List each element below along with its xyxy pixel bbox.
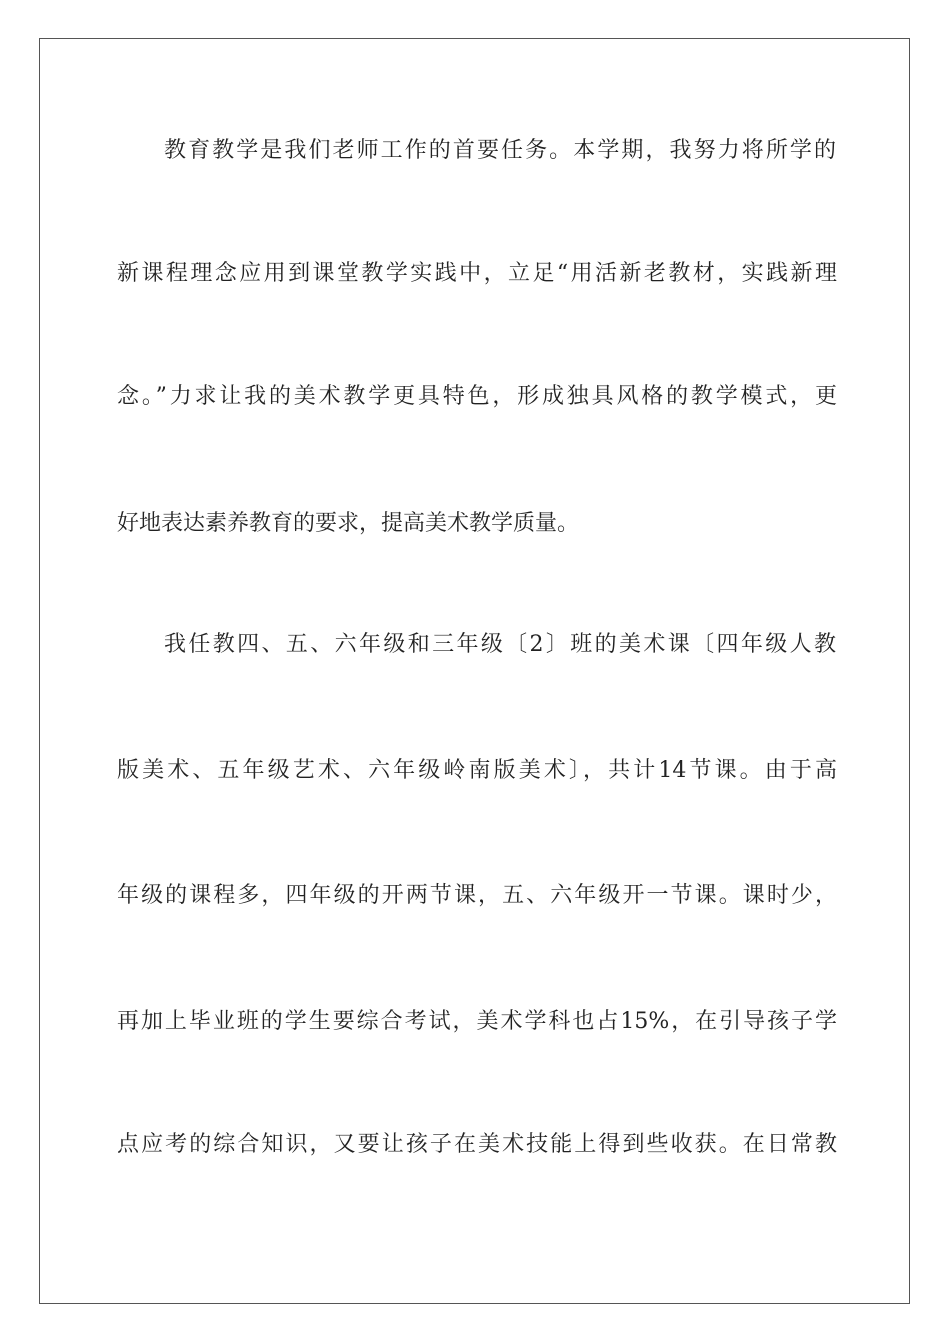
page-border (39, 38, 910, 1304)
paragraph-2-line-4: 再加上毕业班的学生要综合考试，美术学科也占15%，在引导孩子学 (117, 1009, 837, 1034)
paragraph-2-line-3: 年级的课程多，四年级的开两节课，五、六年级开一节课。课时少， (117, 883, 837, 908)
paragraph-2-line-2: 版美术、五年级艺术、六年级岭南版美术〕，共计14节课。由于高 (117, 758, 837, 783)
paragraph-1-line-3: 念。”力求让我的美术教学更具特色，形成独具风格的教学模式，更 (117, 384, 837, 409)
paragraph-1-line-2: 新课程理念应用到课堂教学实践中，立足“用活新老教材，实践新理 (117, 261, 837, 286)
paragraph-1-line-1: 教育教学是我们老师工作的首要任务。本学期，我努力将所学的 (164, 138, 836, 163)
paragraph-2-line-1: 我任教四、五、六年级和三年级〔2〕班的美术课〔四年级人教 (164, 632, 836, 657)
paragraph-2-line-5: 点应考的综合知识，又要让孩子在美术技能上得到些收获。在日常教 (117, 1132, 837, 1157)
paragraph-1-line-4: 好地表达素养教育的要求，提高美术教学质量。 (117, 511, 580, 536)
